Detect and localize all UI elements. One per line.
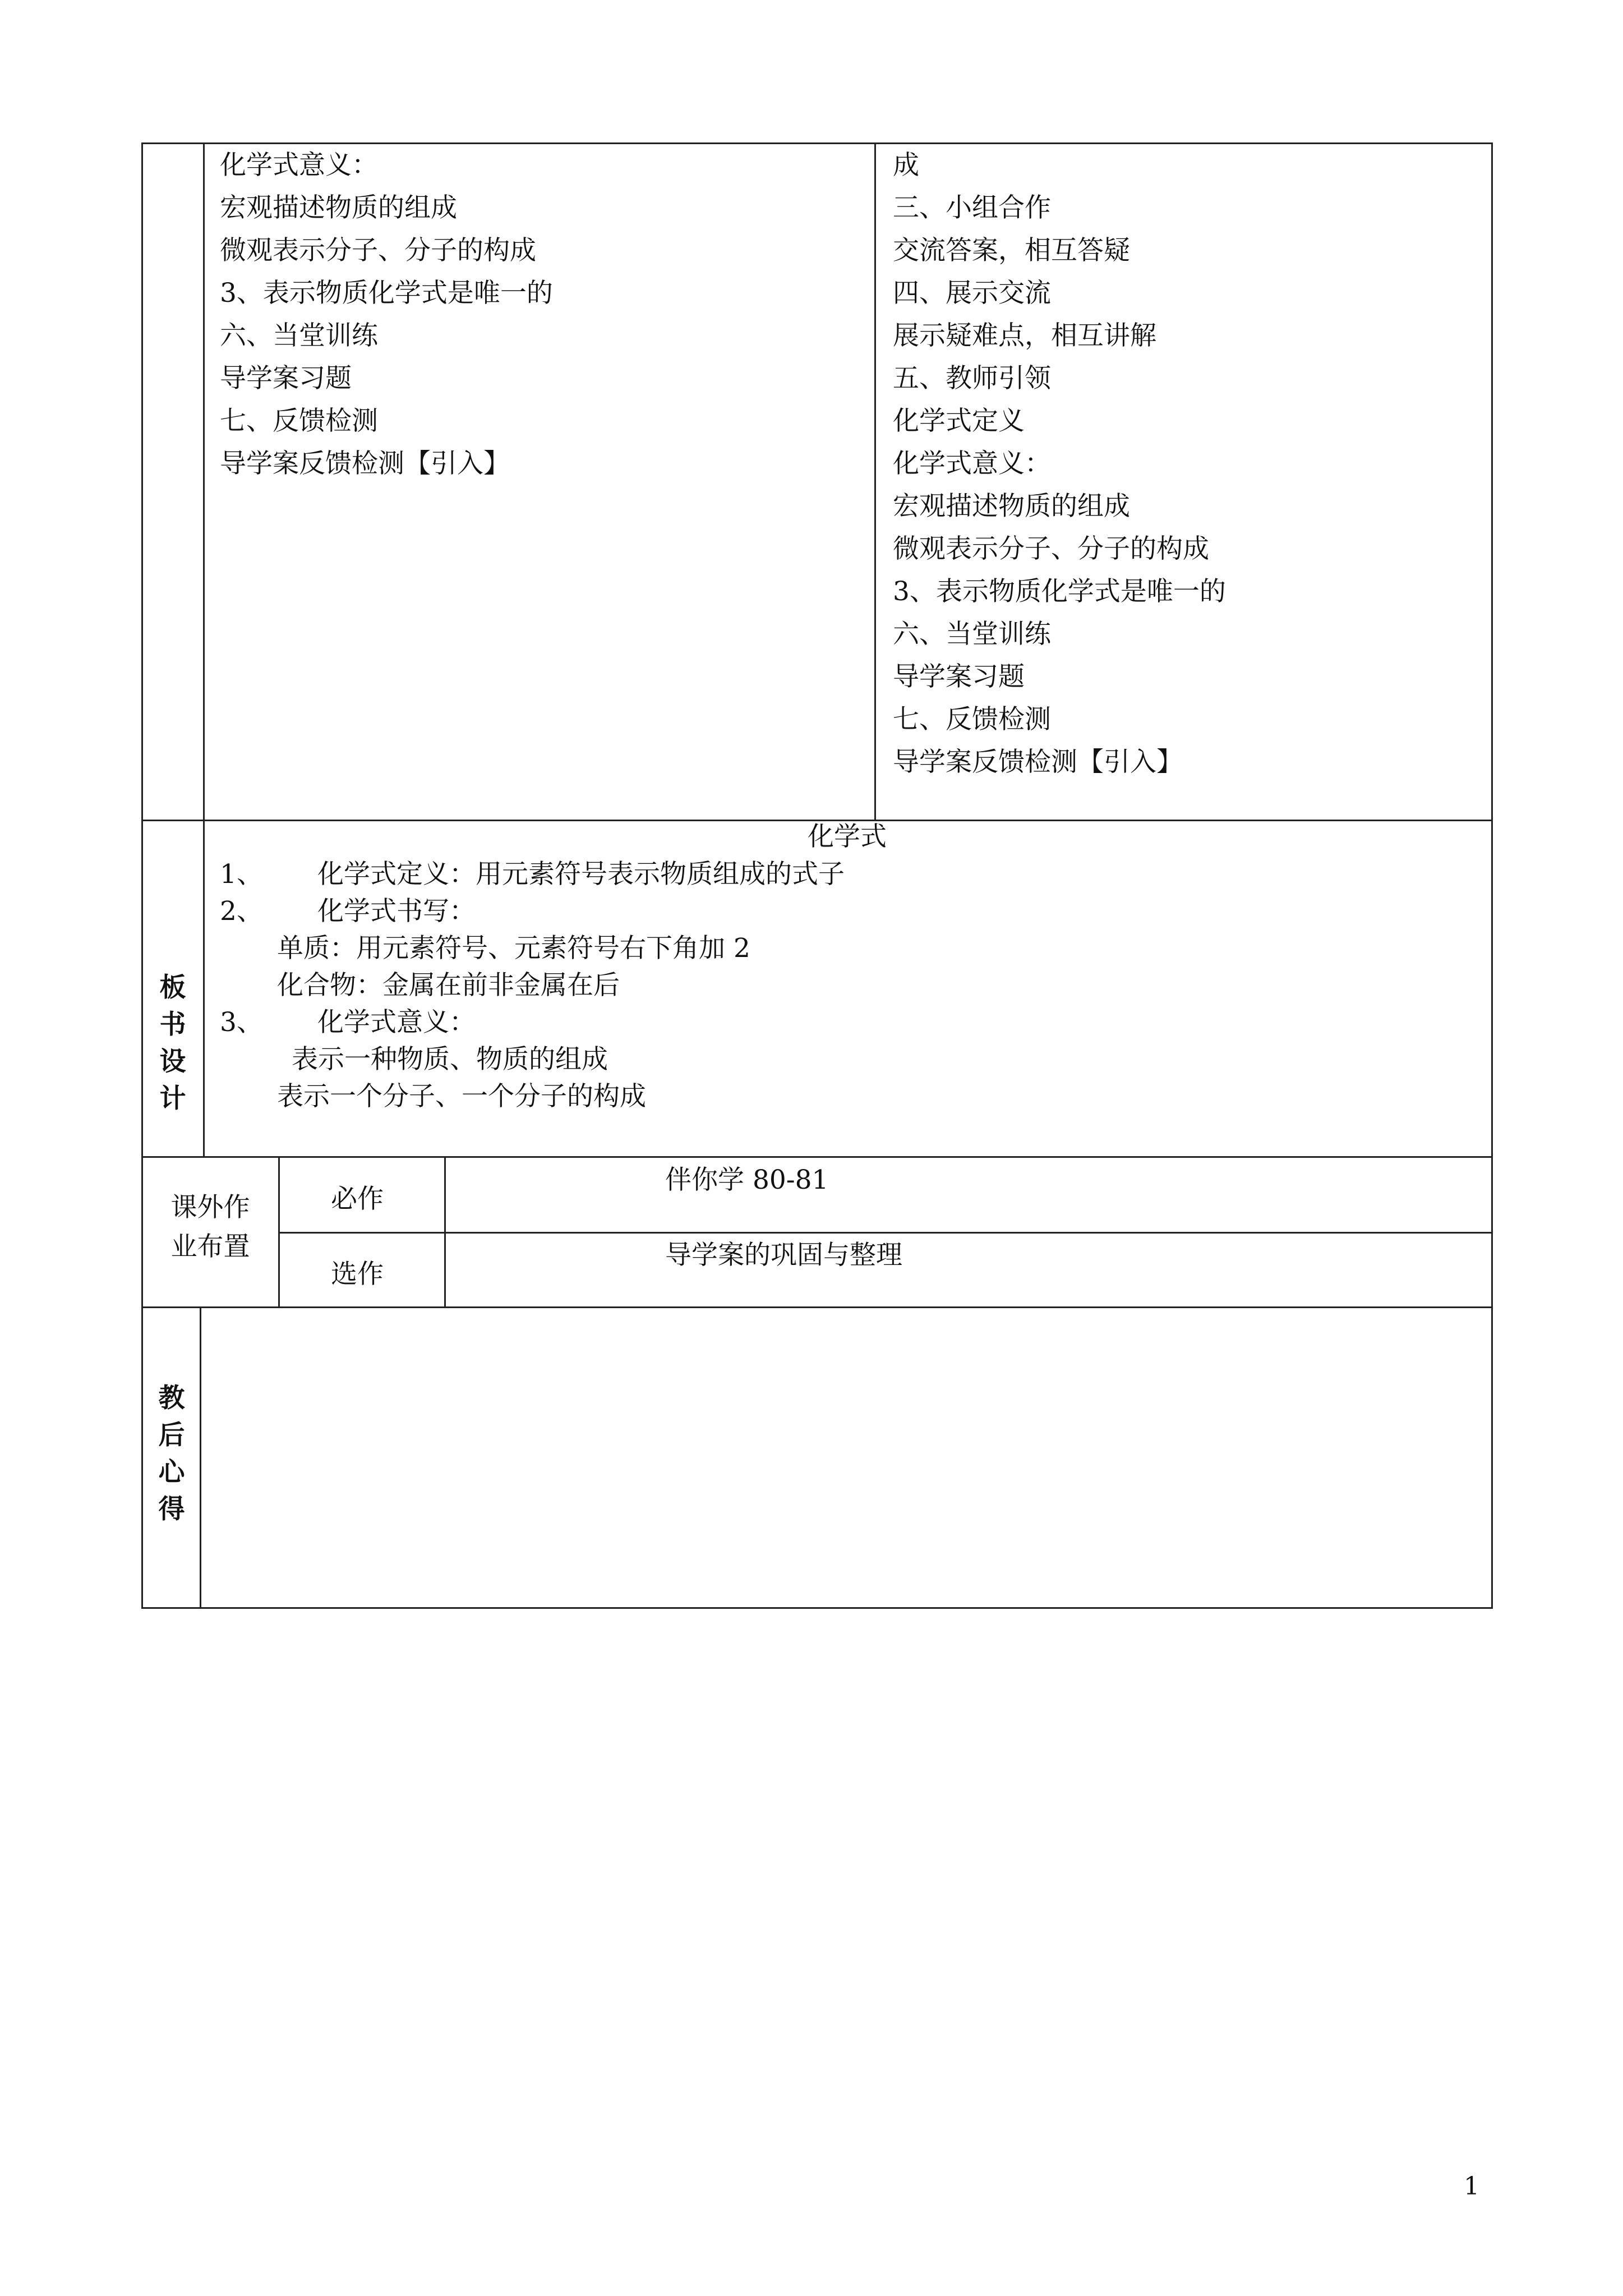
homework-label-line1: 课外作	[170, 1192, 250, 1223]
board-item-number: 2、	[220, 896, 263, 927]
process-right-line: 化学式意义：	[893, 448, 1051, 479]
board-design-title: 化学式	[808, 821, 887, 852]
board-item-text: 化学式书写：	[317, 896, 476, 927]
process-right-line: 宏观描述物质的组成	[893, 491, 1130, 522]
process-left-line: 七、反馈检测	[220, 406, 378, 436]
board-design-label-char: 书	[159, 1009, 186, 1040]
required-homework-label: 必作	[331, 1184, 384, 1214]
homework-label-line2: 业布置	[170, 1231, 250, 1262]
table-divider-homework-reflection	[141, 1306, 1493, 1308]
process-right-line: 五、教师引领	[893, 363, 1051, 394]
homework-label	[143, 1188, 278, 1267]
optional-homework-label: 选作	[331, 1259, 384, 1290]
reflection-label-divider	[200, 1306, 201, 1609]
reflection-label-char: 教	[158, 1383, 185, 1414]
homework-label-divider	[278, 1156, 280, 1308]
process-right-line: 四、展示交流	[893, 278, 1051, 309]
optional-homework-value: 导学案的巩固与整理	[665, 1240, 902, 1271]
reflection-label	[155, 1380, 188, 1528]
table-divider-homework-rows	[278, 1232, 1493, 1234]
page-number: 1	[1464, 2172, 1479, 2201]
reflection-content-area	[202, 1309, 1491, 1606]
board-design-label-char: 板	[159, 972, 186, 1003]
process-right-line: 交流答案，相互答疑	[893, 235, 1130, 266]
process-right-line: 微观表示分子、分子的构成	[893, 533, 1209, 564]
process-left-line: 微观表示分子、分子的构成	[220, 235, 536, 266]
process-right-line: 七、反馈检测	[893, 704, 1051, 735]
label-column-divider-top	[203, 142, 205, 1158]
process-left-line: 导学案反馈检测【引入】	[220, 448, 510, 479]
process-left-line: 导学案习题	[220, 363, 352, 394]
process-right-line: 导学案反馈检测【引入】	[893, 747, 1183, 777]
board-design-label-char: 设	[159, 1046, 186, 1077]
board-item-text: 化学式定义：用元素符号表示物质组成的式子	[317, 859, 845, 890]
board-design-label	[156, 969, 190, 1117]
process-right-line: 成	[893, 150, 919, 181]
board-item-text: 表示一个分子、一个分子的构成	[277, 1081, 646, 1112]
table-divider-board-homework	[141, 1156, 1493, 1158]
table-bottom-border	[141, 1607, 1493, 1609]
process-right-line: 3、表示物质化学式是唯一的	[893, 576, 1226, 607]
process-left-line: 宏观描述物质的组成	[220, 192, 457, 223]
process-right-line: 三、小组合作	[893, 192, 1051, 223]
reflection-label-char: 心	[158, 1457, 185, 1488]
board-design-label-char: 计	[159, 1083, 186, 1114]
process-left-line: 六、当堂训练	[220, 320, 378, 351]
board-item-text: 化合物：金属在前非金属在后	[277, 970, 620, 1001]
board-item-text: 表示一种物质、物质的组成	[292, 1044, 608, 1075]
required-homework-value: 伴你学 80-81	[665, 1165, 829, 1195]
process-left-line: 化学式意义：	[220, 150, 378, 181]
homework-sublabel-divider	[444, 1156, 446, 1308]
table-right-border	[1491, 142, 1493, 1609]
table-left-border	[141, 142, 143, 1609]
board-item-text: 单质：用元素符号、元素符号右下角加 2	[277, 933, 750, 964]
process-right-line: 六、当堂训练	[893, 619, 1051, 650]
process-column-divider	[874, 142, 876, 821]
board-item-number: 1、	[220, 859, 263, 890]
process-left-line: 3、表示物质化学式是唯一的	[220, 278, 553, 309]
reflection-label-char: 后	[158, 1420, 185, 1451]
process-right-line: 展示疑难点，相互讲解	[893, 320, 1156, 351]
process-right-line: 导学案习题	[893, 661, 1025, 692]
process-right-line: 化学式定义	[893, 406, 1025, 436]
board-item-text: 化学式意义：	[317, 1007, 476, 1038]
reflection-label-char: 得	[158, 1494, 185, 1525]
board-item-number: 3、	[220, 1007, 263, 1038]
